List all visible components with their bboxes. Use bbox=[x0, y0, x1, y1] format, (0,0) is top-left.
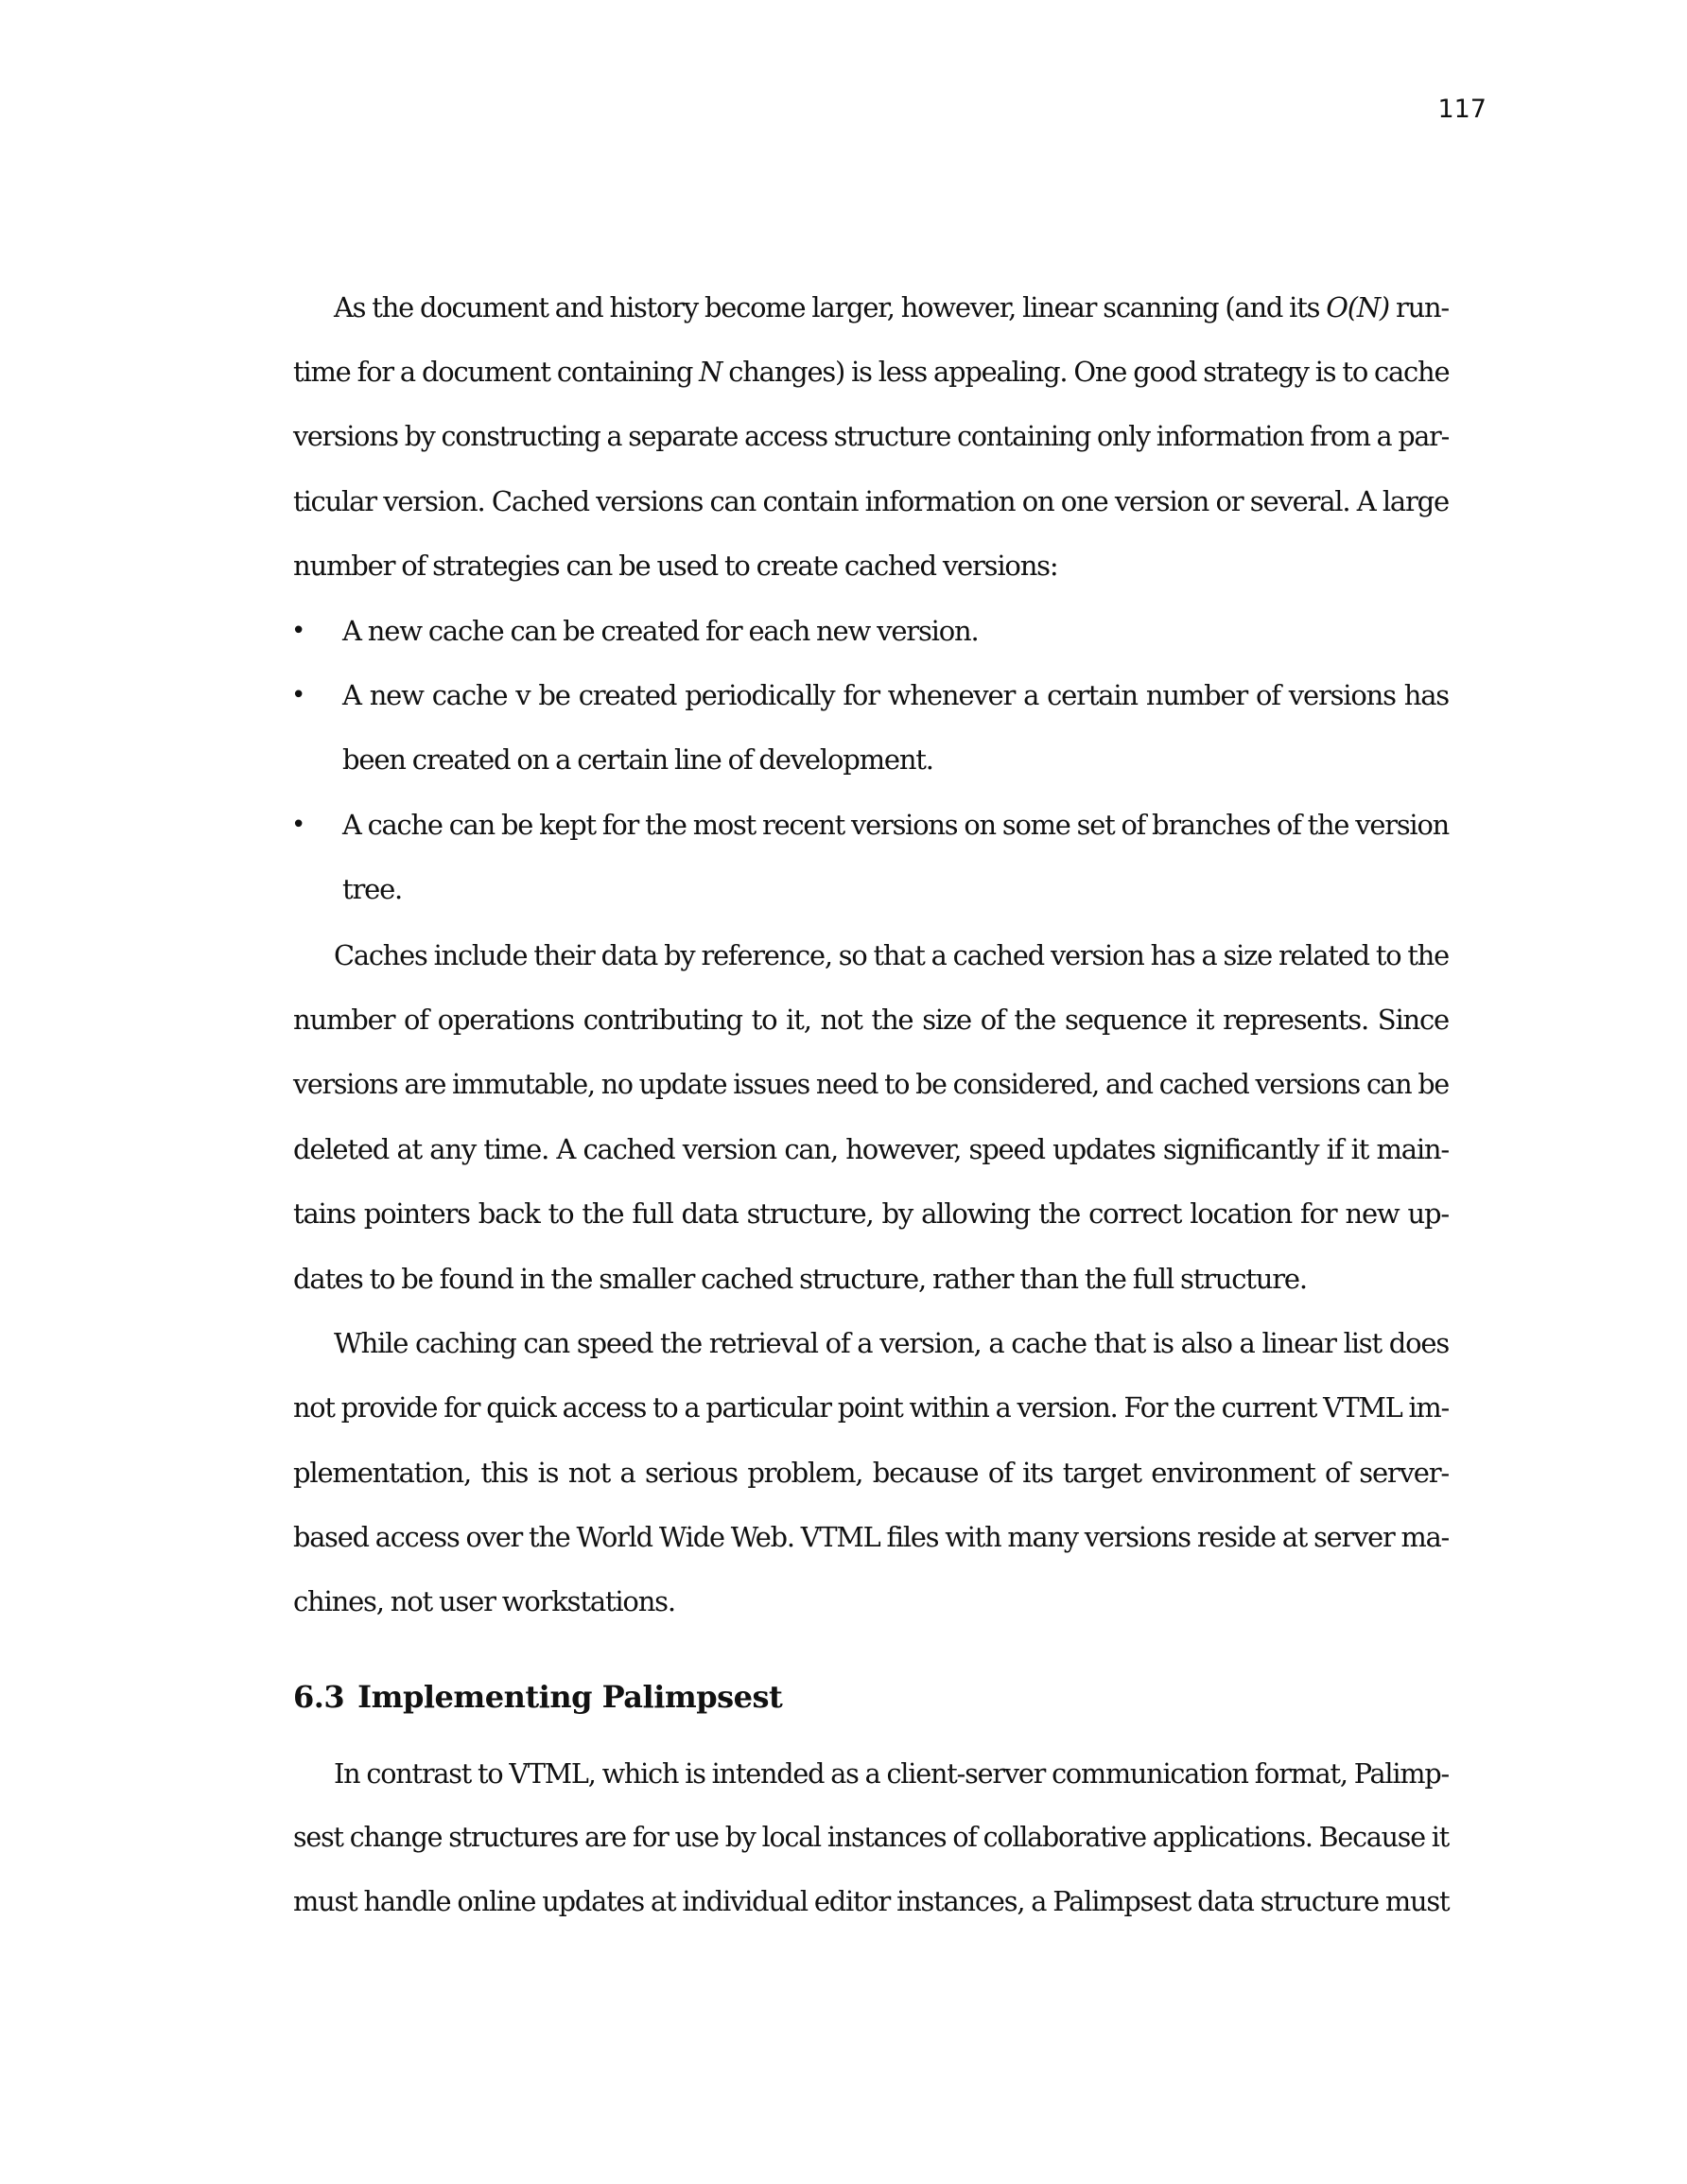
paragraph-line: dates to be found in the smaller cached structure, rather than the full structure. bbox=[293, 1263, 1307, 1295]
paragraph-line bbox=[293, 353, 1449, 391]
paragraph-line: sest change structures are for use by local instances of collaborative applications. Because it bbox=[293, 1821, 1449, 1853]
list-item-line: A new cache v be created periodically for whenever a certain number of versions has bbox=[342, 679, 1449, 711]
bullet-icon: • bbox=[291, 681, 306, 709]
bullet-icon: • bbox=[291, 811, 306, 839]
bullet-icon: • bbox=[291, 617, 306, 645]
paragraph-line bbox=[334, 288, 1449, 326]
big-o-notation: O(N) bbox=[1326, 291, 1389, 323]
list-item-line: tree. bbox=[342, 873, 403, 905]
list-item-line: A cache can be kept for the most recent versions on some set of branches of the version bbox=[342, 809, 1449, 841]
paragraph-line: number of strategies can be used to create cached versions: bbox=[293, 550, 1058, 582]
paragraph-line: plementation, this is not a serious problem, because of its target environment of server- bbox=[293, 1457, 1449, 1489]
paragraph-line: number of operations contributing to it, not the size of the sequence it represents. Since bbox=[293, 1004, 1449, 1036]
paragraph-line: ticular version. Cached versions can contain information on one version or several. A large bbox=[293, 485, 1449, 517]
text-span: run- bbox=[1388, 291, 1449, 323]
paragraph-line: While caching can speed the retrieval of a version, a cache that is also a linear list does bbox=[334, 1327, 1449, 1359]
section-number: 6.3 bbox=[293, 1679, 345, 1715]
paragraph-line: based access over the World Wide Web. VTML files with many versions reside at server ma- bbox=[293, 1521, 1450, 1553]
paragraph-line: deleted at any time. A cached version can, however, speed updates significantly if it main- bbox=[293, 1133, 1449, 1165]
paragraph-line: chines, not user workstations. bbox=[293, 1585, 675, 1617]
paragraph-line: must handle online updates at individual editor instances, a Palimpsest data structure must bbox=[293, 1885, 1450, 1917]
paragraph-line: Caches include their data by reference, so that a cached version has a size related to the bbox=[334, 939, 1449, 971]
text-span: time for a document containing bbox=[293, 356, 700, 388]
text-span: changes) is less appealing. One good strategy is to cache bbox=[722, 356, 1450, 388]
section-title: Implementing Palimpsest bbox=[357, 1679, 783, 1715]
paragraph-line: versions are immutable, no update issues need to be considered, and cached versions can be bbox=[293, 1068, 1449, 1100]
text-span: As the document and history become larger, however, linear scanning (and its bbox=[334, 291, 1327, 323]
paragraph-line: tains pointers back to the full data structure, by allowing the correct location for new up- bbox=[293, 1197, 1449, 1230]
page-number: 117 bbox=[1437, 95, 1487, 124]
paragraph-line: versions by constructing a separate access structure containing only information from a par- bbox=[293, 420, 1449, 452]
section-heading bbox=[293, 1676, 782, 1718]
list-item-line: A new cache can be created for each new version. bbox=[342, 615, 979, 647]
list-item-line: been created on a certain line of development. bbox=[342, 743, 933, 776]
variable-n: N bbox=[699, 356, 722, 388]
paragraph-line: In contrast to VTML, which is intended as a client-server communication format, Palimp- bbox=[334, 1757, 1449, 1790]
paragraph-line: not provide for quick access to a particular point within a version. For the current VTML im- bbox=[293, 1391, 1449, 1424]
